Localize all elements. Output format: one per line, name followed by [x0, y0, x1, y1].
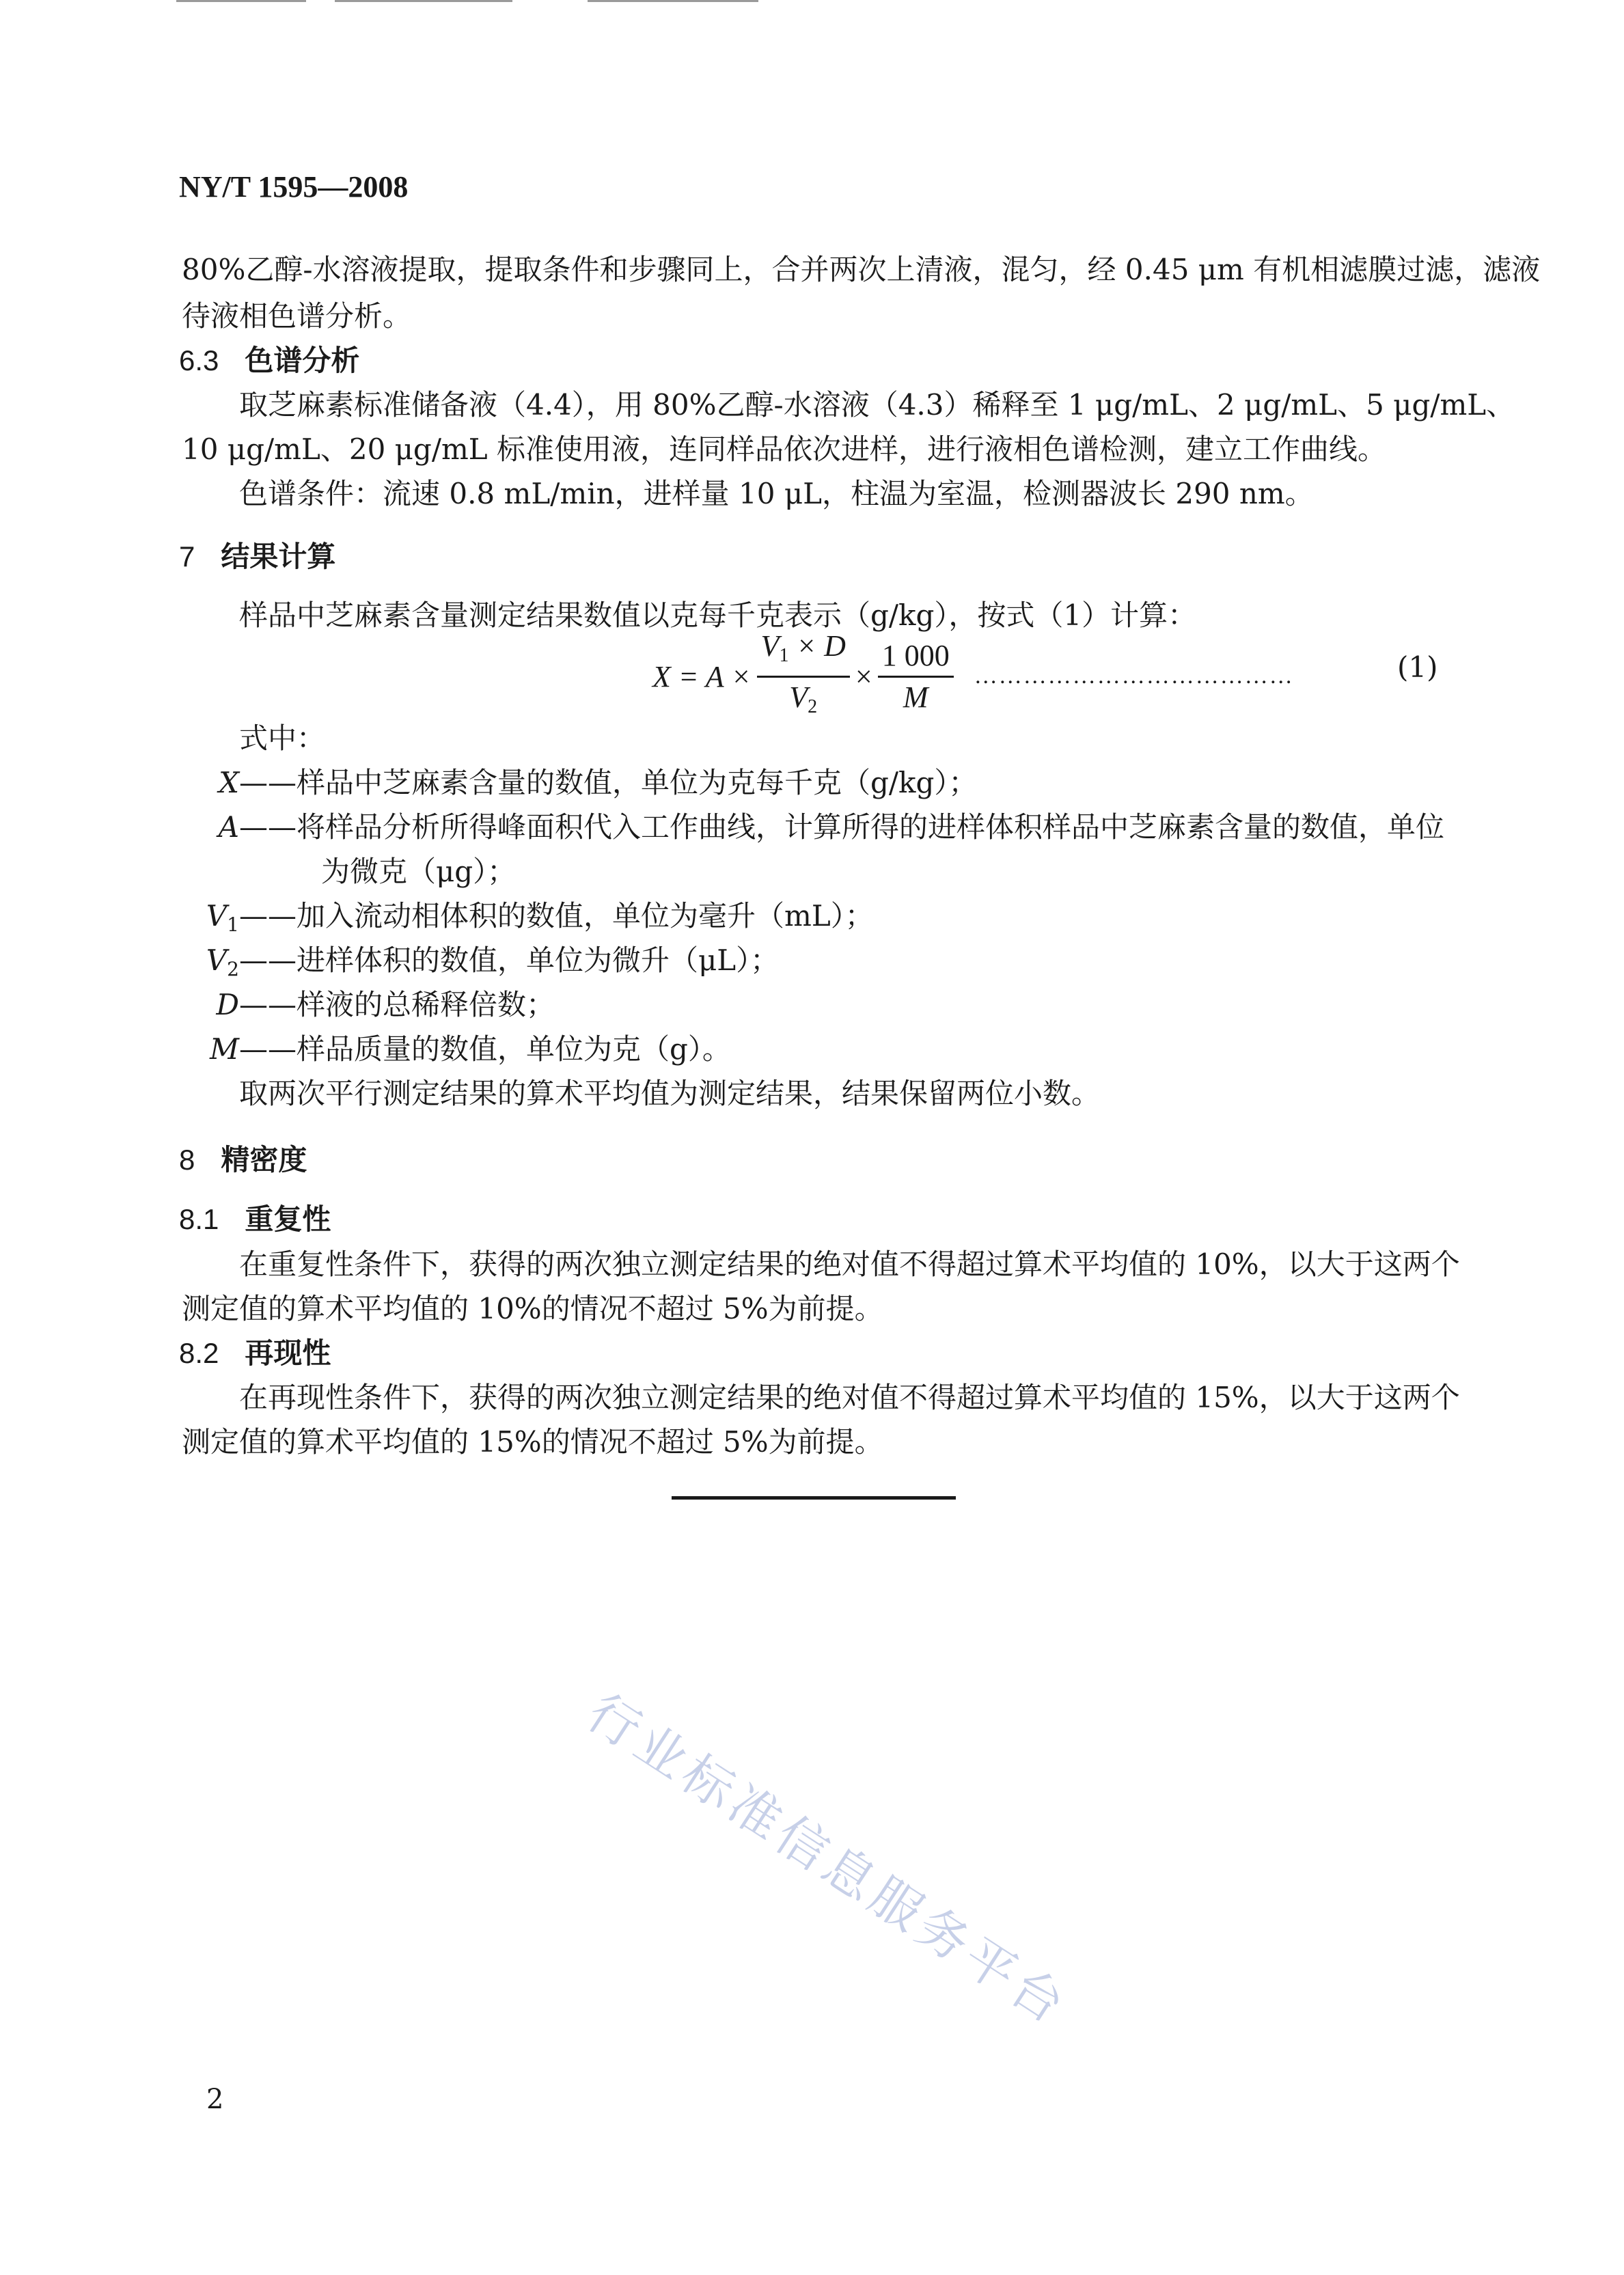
- standard-number: NY/T 1595—2008: [179, 170, 409, 204]
- end-rule: [672, 1496, 956, 1500]
- section-heading-8-2: 8.2 再现性: [179, 1336, 331, 1370]
- fraction-v1d-over-v2: $\frac{V_1 \times D}{V_2}$: [757, 629, 850, 724]
- section-heading-7: 7 结果计算: [179, 540, 336, 573]
- body-line: 10 μg/mL、20 μg/mL 标准使用液，连同样品依次进样，进行液相色谱检测，建立工作曲线。: [182, 432, 1387, 466]
- var-a-definition-cont: 为微克（μg）；: [321, 855, 517, 888]
- var-v1-definition: $V_1——$加入流动相体积的数值，单位为毫升（mL）；: [206, 899, 874, 936]
- body-line: 样品中芝麻素含量测定结果数值以克每千克表示（g/kg），按式（1）计算：: [239, 598, 1197, 632]
- where-label: 式中：: [239, 721, 326, 755]
- section-heading-8-1: 8.1 重复性: [179, 1202, 331, 1236]
- body-line: 80%乙醇-水溶液提取，提取条件和步骤同上，合并两次上清液，混匀，经 0.45 μm 有机相滤膜过滤，滤液: [182, 253, 1541, 286]
- body-line: 测定值的算术平均值的 15%的情况不超过 5%为前提。: [182, 1425, 883, 1459]
- body-line: 取两次平行测定结果的算术平均值为测定结果，结果保留两位小数。: [239, 1077, 1101, 1110]
- var-d-definition: D——样液的总稀释倍数；: [216, 988, 555, 1021]
- top-edge-mark: [588, 0, 758, 2]
- watermark: 行业标准信息服务平台: [577, 1683, 1079, 2038]
- top-edge-mark: [335, 0, 512, 2]
- var-a-definition: A——将样品分析所得峰面积代入工作曲线，计算所得的进样体积样品中芝麻素含量的数值，单位: [218, 810, 1445, 844]
- top-edge-mark: [176, 0, 306, 2]
- body-line: 测定值的算术平均值的 10%的情况不超过 5%为前提。: [182, 1292, 883, 1325]
- body-line: 取芝麻素标准储备液（4.4），用 80%乙醇-水溶液（4.3）稀释至 1 μg/mL、2 μg/mL、5 μg/mL、: [239, 388, 1515, 422]
- formula-1: X = A × $\frac{V_1 \times D}{V_2}$ × $\frac{1 000}{M}$ …………………………………: [652, 635, 1294, 717]
- body-line: 在重复性条件下，获得的两次独立测定结果的绝对值不得超过算术平均值的 10%，以大于这两个: [239, 1247, 1460, 1281]
- body-line: 待液相色谱分析。: [182, 299, 412, 333]
- body-line: 在再现性条件下，获得的两次独立测定结果的绝对值不得超过算术平均值的 15%，以大于这两个: [239, 1381, 1460, 1414]
- var-m-definition: M——样品质量的数值，单位为克（g）。: [209, 1032, 731, 1066]
- page-number: 2: [206, 2084, 224, 2115]
- body-line: 色谱条件：流速 0.8 mL/min，进样量 10 μL，柱温为室温，检测器波长 290 nm。: [239, 477, 1314, 510]
- equation-number: (1): [1397, 650, 1438, 684]
- section-heading-6-3: 6.3 色谱分析: [179, 344, 360, 377]
- fraction-1000-over-m: $\frac{1 000}{M}$: [878, 639, 954, 715]
- section-heading-8: 8 精密度: [179, 1143, 307, 1176]
- var-x-definition: X——样品中芝麻素含量的数值，单位为克每千克（g/kg）；: [219, 766, 978, 799]
- var-v2-definition: $V_2——$进样体积的数值，单位为微升（μL）；: [206, 943, 780, 980]
